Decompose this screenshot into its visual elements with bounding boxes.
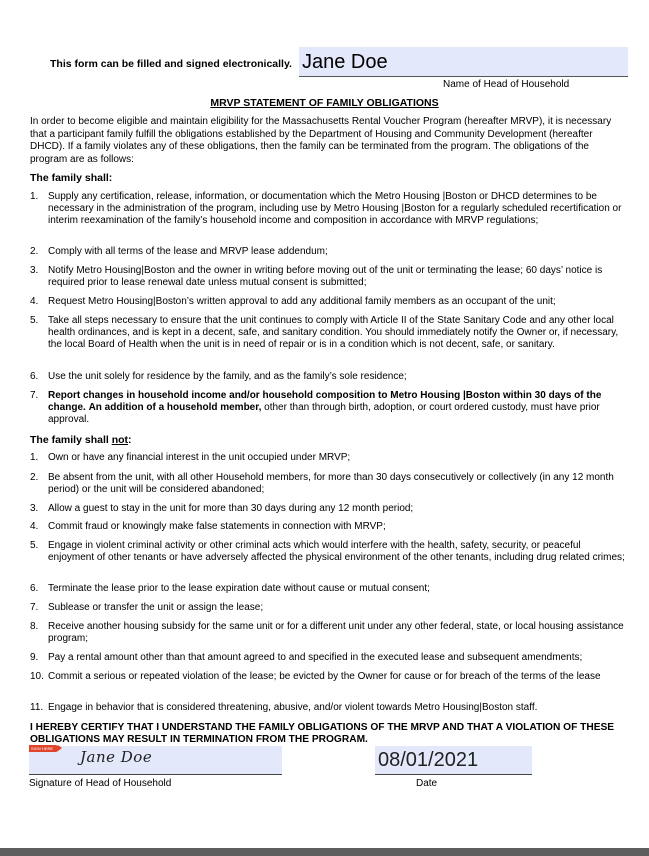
item-text: Notify Metro Housing|Boston and the owner in writing before moving out of the unit or terminating the lease; 60 days’ notice is required prior to lease renewal date unless mutual consent is submitted; <box>48 265 603 289</box>
date-input[interactable] <box>375 746 532 775</box>
item-number: 2. <box>30 472 39 483</box>
signature-caption: Signature of Head of Household <box>29 778 172 789</box>
item-number: 5. <box>30 315 39 326</box>
item-number: 7. <box>30 390 39 401</box>
item-number: 8. <box>30 621 39 632</box>
page-title: MRVP STATEMENT OF FAMILY OBLIGATIONS <box>210 97 439 109</box>
item-number: 1. <box>30 452 39 463</box>
item-text: Use the unit solely for residence by the family, and as the family’s sole residence; <box>48 371 407 382</box>
item-number: 5. <box>30 540 39 551</box>
item-number: 11. <box>30 702 44 713</box>
certification-statement: I HEREBY CERTIFY THAT I UNDERSTAND THE FAMILY OBLIGATIONS OF THE MRVP AND THAT A VIOLATION OF THESE OBLIGATIONS MAY RESULT IN TERMINATION FROM THE PROGRAM. <box>30 722 615 745</box>
date-caption: Date <box>416 778 438 789</box>
item-text: Own or have any financial interest in the unit occupied under MRVP; <box>48 452 351 463</box>
item-text: Terminate the lease prior to the lease expiration date without cause or mutual consent; <box>48 583 430 594</box>
item-number: 9. <box>30 652 39 663</box>
item-text: Commit a serious or repeated violation of the lease; be evicted by the Owner for cause or for breach of the terms of the lease <box>48 671 601 682</box>
item-text: Receive another housing subsidy for the same unit or for a different unit under any other federal, state, or local housing assistance program; <box>48 621 624 645</box>
item-number: 1. <box>30 191 39 202</box>
item-text: Commit fraud or knowingly make false statements in connection with MRVP; <box>48 521 386 532</box>
item-text: Request Metro Housing|Boston’s written approval to add any additional family members as an occupant of the unit; <box>48 296 556 307</box>
item-text: Pay a rental amount other than that amount agreed to and specified in the executed lease and subsequent amendments; <box>48 652 583 663</box>
intro-paragraph: In order to become eligible and maintain eligibility for the Massachusetts Rental Voucher Program (hereafter MRVP), it is necessary that a participant family fulfill the obligations established by the Department of Housing and Community Development (hereafter DHCD). If a family violates any of these obligations, then the family can be terminated from the program. The obligations of the program are as follows: <box>30 116 612 165</box>
item-number: 3. <box>30 503 39 514</box>
electronic-fill-notice: This form can be filled and signed electronically. <box>50 58 292 70</box>
item-number: 7. <box>30 602 39 613</box>
shall-not-heading: The family shall not: <box>30 434 132 446</box>
signature-value: Jane Doe <box>80 748 153 766</box>
item-number: 3. <box>30 265 39 276</box>
item-text: Engage in behavior that is considered threatening, abusive, and/or violent towards Metro Housing|Boston staff. <box>48 702 538 713</box>
item-text: Comply with all terms of the lease and MRVP lease addendum; <box>48 246 328 257</box>
item-number: 4. <box>30 296 39 307</box>
item-text: other than through birth, adoption, or court ordered custody, must have prior approval. <box>48 402 600 426</box>
item-text: Be absent from the unit, with all other Household members, for more than 30 days consecutively or collectively (in any 12 month period) or the unit will be considered abandoned; <box>48 472 614 496</box>
sign-here-flag[interactable]: SIGN HERE <box>29 745 59 752</box>
household-addition-bold: An addition of a household member, <box>88 402 262 414</box>
item-number: 6. <box>30 371 39 382</box>
item-text: Allow a guest to stay in the unit for more than 30 days during any 12 month period; <box>48 503 414 514</box>
item-text: Supply any certification, release, information, or documentation which the Metro Housing |Boston or DHCD determines to be necessary in the administration of the program, including use by Metro Housing |Boston for a regularly scheduled recertification or interim reexamination of the family’s household income and composition in accordance with MRVP regulations; <box>48 191 622 227</box>
item-number: 4. <box>30 521 39 532</box>
item-text: Sublease or transfer the unit or assign the lease; <box>48 602 264 613</box>
window-bottom-bar <box>0 848 649 856</box>
report-changes-bold: Report changes in household income and/or household composition to Metro Housing |Boston within 30 days of the change. <box>48 390 602 414</box>
head-of-household-name-input[interactable] <box>299 47 628 77</box>
item-number: 2. <box>30 246 39 257</box>
item-text: Engage in violent criminal activity or other criminal acts which would interfere with the health, safety, security, or peaceful enjoyment of other tenants or have adversely affected the physical environment of the other tenants, including drug related crimes; <box>48 540 625 564</box>
not-emphasis: not <box>111 434 129 446</box>
item-text: Take all steps necessary to ensure that the unit continues to comply with Article II of the State Sanitary Code and any other local health ordinances, and is kept in a decent, safe, and sanitary condition. You should immediately notify the Owner or, if necessary, the local Board of Health when the unit is in need of repair or is in a condition which is not decent, safe, or sanitary. <box>48 315 619 351</box>
item-number: 10. <box>30 671 44 682</box>
name-field-caption: Name of Head of Household <box>443 79 570 90</box>
item-number: 6. <box>30 583 39 594</box>
signature-field[interactable] <box>29 746 282 775</box>
shall-heading: The family shall: <box>30 172 113 184</box>
